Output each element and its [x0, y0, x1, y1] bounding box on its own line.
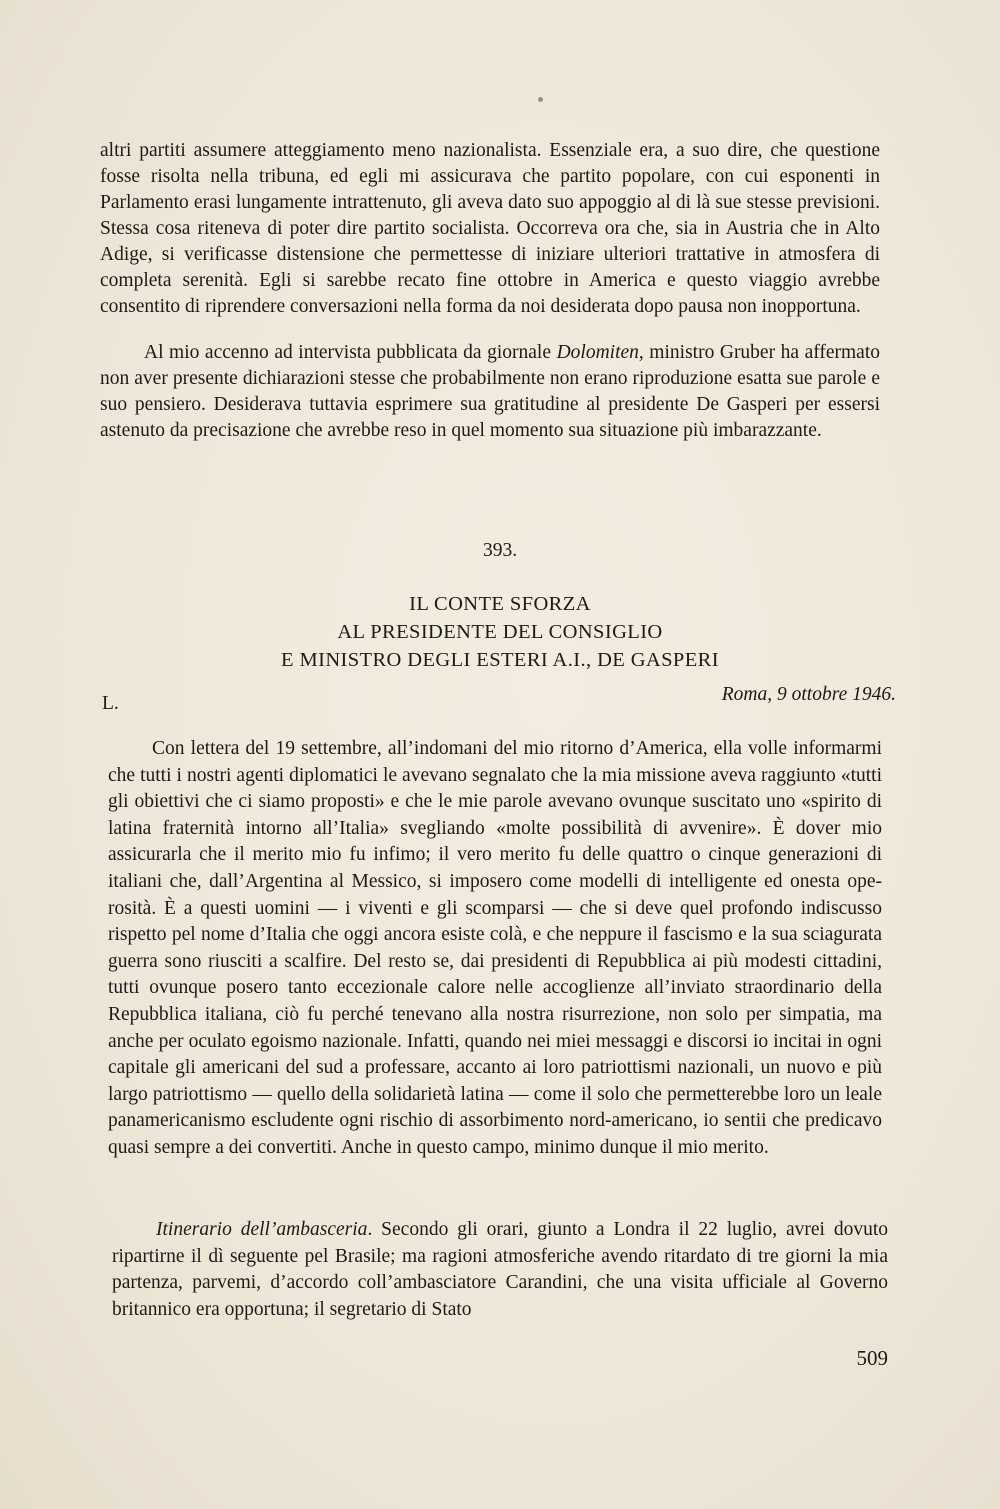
paragraph-2-text-start: Al mio accenno ad intervista pubblicata da giornale	[144, 342, 557, 363]
page-number: 509	[856, 1346, 888, 1370]
paragraph-letter-body: Con lettera del 19 settembre, all’indomani del mio ritorno d’America, ella volle informarmi che tutti i nostri agenti diplomatici le avevano segnalato che la mia missione aveva raggiunto «tutti gli obiettivi che ci siamo proposti» e che le mie parole avevano ovunque suscitato uno «spirito di latina fraternità intorno all’Italia» svegliando «molte possibilità di avvenire». È dover mio assicurarla che il merito mio fu infimo; il vero merito fu delle quattro o cinque generazioni di italiani che, dall’Argentina al Messico, si imposero come modelli di intelligente ed onesta operosità. È a questi uomini — i viventi e gli scomparsi — che si deve quel profondo indiscusso rispetto pel nome d’Italia che oggi ancora esiste colà, e che neppure il fascismo e la sua sciagurata guerra sono riusciti a scalfire. Del resto se, dai presidenti di Repubblica ai più modesti cittadini, tutti ovunque posero tanto eccezionale calore nelle accoglienze all’inviato straordinario della Repubblica italiana, ciò fu perché tenevano alla nostra risurrezione, non solo per simpatia, ma anche per oculato egoismo nazionale. Infatti, quando nei miei messaggi e discorsi io incitai in ogni capitale gli americani del sud a professare, accanto ai loro patriottismi nazionali, un nuovo e più largo patriottismo — quello della solidarietà latina — come il solo che permetterebbe loro un leale panamericanismo escludente ogni rischio di assorbimento nord-americano, io sentii che predicavo quasi sempre a dei convertiti. Anche in questo campo, minimo dunque il mio merito.	[108, 738, 882, 1158]
newspaper-name: Dolomiten	[556, 342, 639, 363]
print-speck	[538, 97, 543, 102]
heading-line-recipient-title: E MINISTRO DEGLI ESTERI A.I., DE GASPERI	[281, 649, 719, 671]
paragraph-2-text-end: , ministro Gruber ha affermato non aver presente dichiarazioni stesse che probabilmente non erano riproduzione esatta sue parole e suo pensiero. Desiderava tuttavia esprimere sua gratitudine al presidente De Gasperi per essersi astenuto da precisazione che avrebbe reso in quel momento sua situazione più imbarazzante.	[100, 342, 881, 441]
paragraph-4-text: . Secondo gli orari, giunto a Londra il 22 luglio, avrei dovuto ripartirne il dì seguente pel Brasile; ma ragioni atmosferiche avendo ritardato di tre giorni la mia partenza, parvemi, d’accordo coll’ambasciatore Carandini, che una visita ufficiale al Governo britannico era opportuna; il segretario di Stato	[112, 1219, 888, 1320]
heading-line-recipient: AL PRESIDENTE DEL CONSIGLIO	[337, 621, 663, 643]
paragraph-itinerary	[112, 1217, 888, 1323]
section-label-itinerary: Itinerario dell’ambasceria	[156, 1219, 368, 1240]
document-number: 393.	[482, 540, 518, 561]
heading-line-sender: IL CONTE SFORZA	[409, 593, 591, 615]
paragraph-continuation: altri partiti assumere atteggiamento meno nazionalista. Essenziale era, a suo dire, che questione fosse risolta nella tribuna, ed egli mi assicurava che partito popolare, con cui esponenti in Parlamento erasi lungamente intrattenuto, gli aveva dato suo appoggio al di là sue stesse previsioni. Stessa cosa riteneva di poter dire partito socialista. Occorreva ora che, sia in Austria che in Alto Adige, si verificasse distensione che permettesse di iniziare ulteriori trattative in atmosfera di completa serenità. Egli si sarebbe recato fine ottobre in America e questo viaggio avrebbe consentito di riprendere conversazioni nella forma da noi desiderata dopo pausa non inopportuna.	[100, 140, 880, 317]
letter-type-marker: L.	[102, 693, 119, 714]
paragraph-gruber-interview	[100, 340, 880, 444]
document-heading	[0, 590, 1000, 674]
dateline: Roma, 9 ottobre 1946.	[721, 684, 896, 705]
